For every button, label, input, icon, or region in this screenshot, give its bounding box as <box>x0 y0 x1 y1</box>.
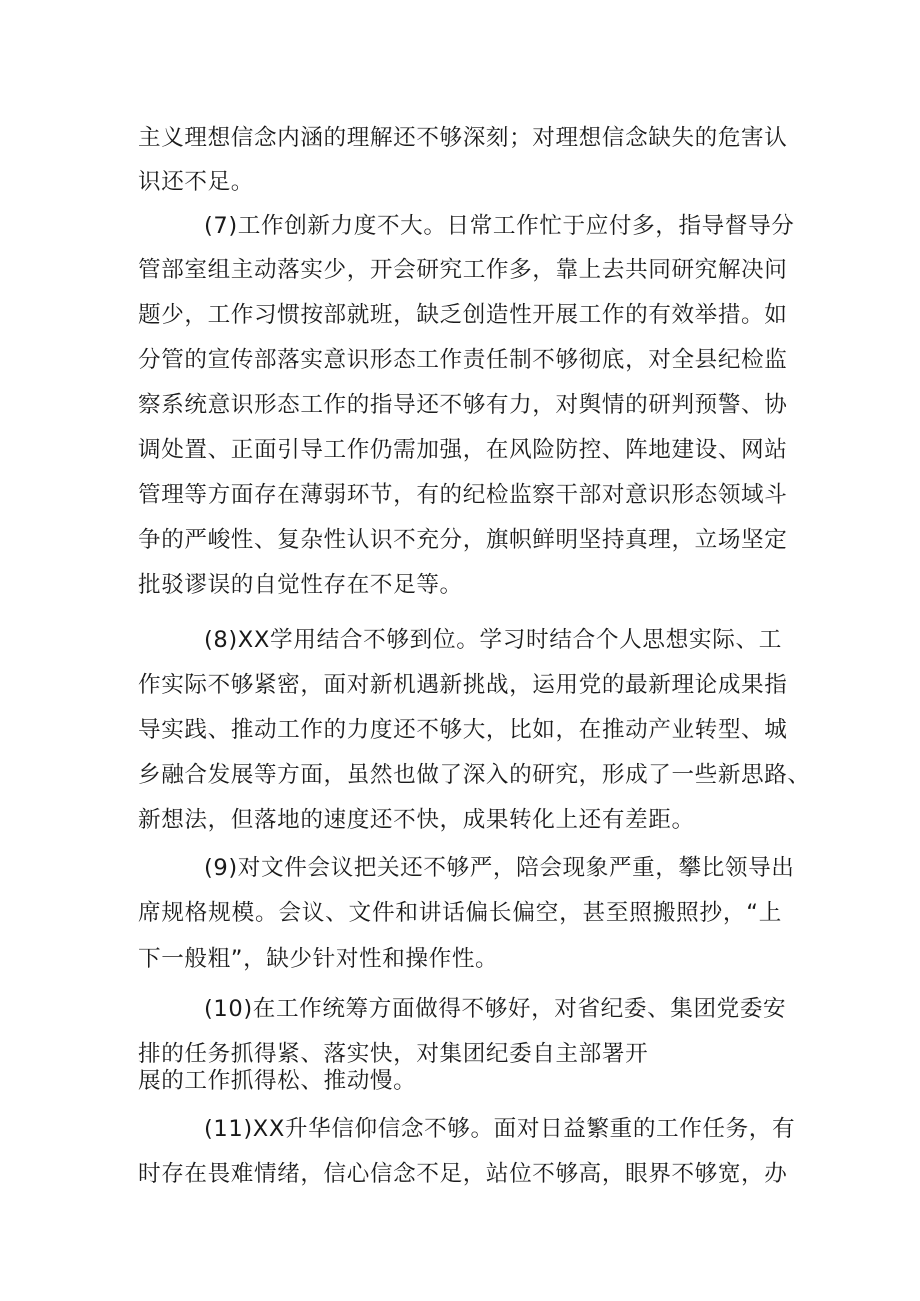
text-line: 作实际不够紧密，面对新机遇新挑战，运用党的最新理论成果指 <box>138 672 788 698</box>
text-line: 调处置、正面引导工作仍需加强，在风险防控、阵地建设、网站 <box>138 437 788 463</box>
text-line: 席规格规模。会议、文件和讲话偏长偏空，甚至照搬照抄，“上 <box>138 900 782 926</box>
text-line: 下一般粗”，缺少针对性和操作性。 <box>138 946 499 972</box>
text-line: 新想法，但落地的速度还不快，成果转化上还有差距。 <box>138 807 695 833</box>
text-line: 展的工作抓得松、推动慢。 <box>138 1068 417 1094</box>
text-line: 题少，工作习惯按部就班，缺乏创造性开展工作的有效举措。如 <box>138 302 788 328</box>
text-line: 主义理想信念内涵的理解还不够深刻；对理想信念缺失的危害认 <box>138 125 788 151</box>
text-line: 察系统意识形态工作的指导还不够有力，对舆情的研判预警、协 <box>138 392 788 418</box>
paragraph-start-8: (8)XX学用结合不够到位。学习时结合个人思想实际、工 <box>204 627 782 653</box>
paragraph-start-7: (7)工作创新力度不大。日常工作忙于应付多，指导督导分 <box>204 213 795 239</box>
text-line: 批驳谬误的自觉性存在不足等。 <box>138 572 463 598</box>
document-page <box>138 0 811 1301</box>
text-line: 管部室组主动落实少，开会研究工作多，靠上去共同研究解决问 <box>138 257 788 283</box>
text-line: 时存在畏难情绪，信心信念不足，站位不够高，眼界不够宽，办 <box>138 1161 788 1187</box>
text-line: 管理等方面存在薄弱环节，有的纪检监察干部对意识形态领域斗 <box>138 482 788 508</box>
paragraph-start-10: (10)在工作统筹方面做得不够好，对省纪委、集团党委安 <box>204 996 787 1022</box>
text-line: 乡融合发展等方面，虽然也做了深入的研究，形成了一些新思路、 <box>138 762 811 788</box>
paragraph-start-11: (11)XX升华信仰信念不够。面对日益繁重的工作任务，有 <box>204 1116 796 1142</box>
text-line: 排的任务抓得紧、落实快，对集团纪委自主部署开 <box>138 1041 649 1067</box>
text-line: 分管的宣传部落实意识形态工作责任制不够彻底，对全县纪检监 <box>138 347 788 373</box>
text-line: 识还不足。 <box>138 169 254 195</box>
text-line: 争的严峻性、复杂性认识不充分，旗帜鲜明坚持真理，立场坚定 <box>138 527 788 553</box>
text-line: 导实践、推动工作的力度还不够大，比如，在推动产业转型、城 <box>138 717 788 743</box>
paragraph-start-9: (9)对文件会议把关还不够严，陪会现象严重，攀比领导出 <box>204 855 795 881</box>
